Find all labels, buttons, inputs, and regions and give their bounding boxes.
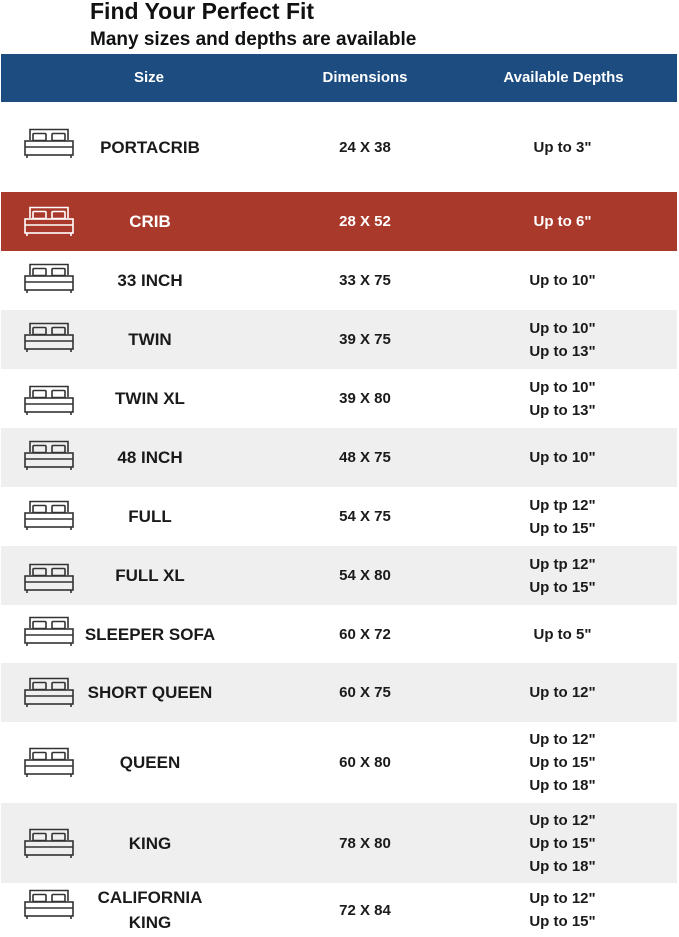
column-header-dimensions: Dimensions — [322, 69, 408, 86]
column-header-depths: Available Depths — [503, 69, 624, 86]
depth-label: Up to 3" — [533, 138, 592, 156]
size-cell — [65, 251, 235, 310]
depths-cell — [470, 369, 655, 428]
table-row — [1, 803, 677, 883]
depth-label: Up to 10" — [529, 378, 596, 396]
depth-label: Up to 15" — [529, 834, 596, 852]
depth-label: Up to 5" — [533, 625, 592, 643]
size-cell — [65, 546, 235, 605]
size-label: FULL — [128, 507, 172, 526]
page-title: Find Your Perfect Fit — [90, 0, 315, 24]
depths-cell — [470, 722, 655, 803]
dimensions-cell: 60 X 75 — [339, 684, 391, 701]
dimensions-cell: 60 X 72 — [339, 625, 391, 643]
size-cell — [65, 803, 235, 883]
dimensions-cell: 60 X 80 — [339, 754, 391, 771]
depth-label: Up to 15" — [529, 578, 596, 596]
depths-cell — [470, 428, 655, 487]
size-cell — [65, 310, 235, 369]
table-row — [1, 883, 677, 937]
table-row — [1, 102, 677, 192]
depths-cell — [470, 102, 655, 192]
depth-label: Up to 12" — [529, 811, 596, 829]
size-cell — [65, 102, 235, 192]
dimensions-cell: 33 X 75 — [339, 272, 391, 289]
dimensions-cell: 54 X 75 — [339, 508, 391, 525]
size-cell — [65, 883, 235, 937]
dimensions-cell: 78 X 80 — [339, 834, 391, 852]
size-label: FULL XL — [115, 566, 185, 585]
depth-label: Up to 10" — [529, 449, 596, 466]
table-row — [1, 487, 677, 546]
size-label: PORTACRIB — [100, 137, 200, 157]
size-label: TWIN — [128, 330, 172, 349]
depth-label: Up tp 12" — [529, 496, 596, 514]
dimensions-cell: 72 X 84 — [339, 901, 391, 919]
depth-label: Up to 15" — [529, 754, 596, 771]
depth-label: Up to 13" — [529, 401, 596, 419]
size-label: QUEEN — [119, 753, 181, 772]
table-row — [1, 605, 677, 663]
size-cell — [65, 722, 235, 803]
size-cell — [65, 428, 235, 487]
depth-label: Up to 15" — [529, 913, 596, 930]
size-label: 48 INCH — [117, 448, 183, 467]
size-label: SLEEPER SOFA — [84, 624, 216, 644]
size-cell — [65, 663, 235, 722]
depth-label: Up to 13" — [529, 342, 596, 360]
table-row — [1, 251, 677, 310]
depths-cell — [470, 192, 655, 251]
dimensions-cell: 39 X 75 — [339, 331, 391, 348]
dimensions-cell: 39 X 80 — [339, 390, 391, 407]
depths-cell — [470, 310, 655, 369]
page-subtitle: Many sizes and depths are available — [90, 29, 417, 50]
depth-label: Up to 12" — [529, 731, 596, 748]
dimensions-cell: 54 X 80 — [339, 567, 391, 584]
size-cell — [65, 487, 235, 546]
size-label: CRIB — [129, 212, 171, 231]
depth-label: Up tp 12" — [529, 555, 596, 573]
depth-label: Up to 10" — [529, 319, 596, 337]
depth-label: Up to 10" — [529, 272, 596, 289]
dimensions-cell: 28 X 52 — [339, 213, 391, 230]
depths-cell — [470, 605, 655, 663]
depth-label: Up to 15" — [529, 519, 596, 537]
size-label: KING — [128, 833, 172, 853]
depths-cell — [470, 487, 655, 546]
size-label: TWIN XL — [115, 389, 185, 408]
depths-cell — [470, 883, 655, 937]
size-label: CALIFORNIA — [97, 888, 203, 907]
depths-cell — [470, 803, 655, 883]
size-label: KING — [128, 913, 172, 932]
size-label: SHORT QUEEN — [87, 683, 213, 702]
depths-cell — [470, 546, 655, 605]
depth-label: Up to 12" — [529, 684, 596, 701]
depth-label: Up to 6" — [533, 213, 592, 230]
depths-cell — [470, 251, 655, 310]
size-cell — [65, 369, 235, 428]
dimensions-cell: 48 X 75 — [339, 449, 391, 466]
depths-cell — [470, 663, 655, 722]
column-header-size: Size — [133, 69, 164, 86]
table-row — [1, 310, 677, 369]
table-row — [1, 369, 677, 428]
size-cell — [65, 192, 235, 251]
table-row — [1, 722, 677, 803]
size-cell — [65, 605, 235, 663]
table-header — [1, 54, 677, 102]
depth-label: Up to 18" — [529, 857, 596, 875]
table-row — [1, 428, 677, 487]
table-row — [1, 546, 677, 605]
table-row — [1, 663, 677, 722]
size-label: 33 INCH — [117, 271, 183, 290]
dimensions-cell: 24 X 38 — [339, 138, 391, 156]
depth-label: Up to 18" — [529, 777, 596, 794]
table-row — [1, 192, 677, 251]
depth-label: Up to 12" — [529, 890, 596, 907]
